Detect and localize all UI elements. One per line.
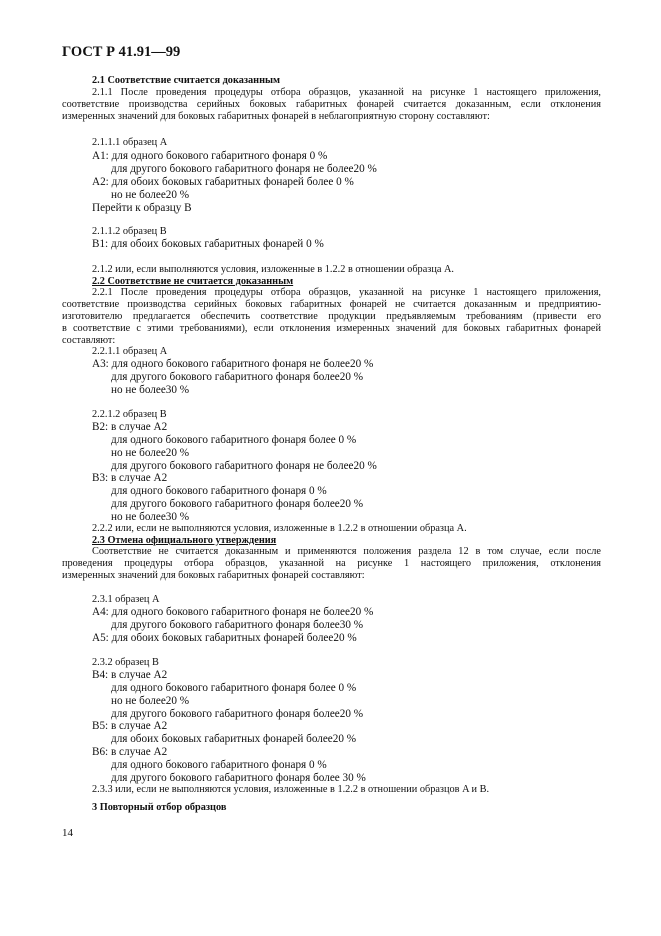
text-line-l43: B4: в случае A2 [92,669,168,681]
text-line-l53: 3 Повторный отбор образцов [92,802,227,813]
text-line-l36: проведения процедуры отбора образцов, указанной на рисунке 1 настоящего приложения, отклонения [62,558,601,569]
text-line-l26: для одного бокового габаритного фонаря более 0 % [111,434,357,446]
text-line-l25: B2: в случае A2 [92,421,168,433]
text-line-l19: составляют: [62,335,116,346]
text-line-l16: соответствие производства серийных боковых габаритных фонарей не считается доказанным и предприятию- [62,299,601,310]
text-line-l21: A3: для одного бокового габаритного фонаря не более20 % [92,358,374,370]
text-line-l27: но не более20 % [111,447,190,459]
text-line-l09: но не более20 % [111,189,190,201]
text-line-l14: 2.2 Соответствие не считается доказанным [92,276,294,287]
text-line-l07: для другого бокового габаритного фонаря не более20 % [111,163,377,175]
text-line-l37: измеренных значений для боковых габаритных фонарей составляют: [62,570,365,581]
text-line-l50: для одного бокового габаритного фонаря 0 % [111,759,327,771]
text-line-l05: 2.1.1.1 образец A [92,137,168,148]
text-line-l38: 2.3.1 образец A [92,594,160,605]
text-line-l20: 2.2.1.1 образец A [92,346,168,357]
text-line-l44: для одного бокового габаритного фонаря более 0 % [111,682,357,694]
text-line-l01: 2.1 Соответствие считается доказанным [92,75,281,86]
text-line-l52: 2.3.3 или, если не выполняются условия, изложенные в 1.2.2 в отношении образцов A и B. [92,784,490,795]
text-line-l12: B1: для обоих боковых габаритных фонарей 0 % [92,238,324,250]
text-line-l04: измеренных значений для боковых габаритных фонарей в неблагоприятную сторону составляют: [62,111,490,122]
text-line-l32: но не более30 % [111,511,190,523]
text-line-l33: 2.2.2 или, если не выполняются условия, изложенные в 1.2.2 в отношении образца A. [92,523,467,534]
text-line-l49: B6: в случае A2 [92,746,168,758]
text-line-l29: B3: в случае A2 [92,472,168,484]
text-line-l23: но не более30 % [111,384,190,396]
text-line-l18: в соответствие с этими требованиями), если отклонения измеренных значений для боковых габаритных фонарей [62,323,601,334]
text-line-l41: A5: для обоих боковых габаритных фонарей более20 % [92,632,357,644]
text-line-l11: 2.1.1.2 образец B [92,226,167,237]
text-line-l22: для другого бокового габаритного фонаря более20 % [111,371,364,383]
text-line-l31: для другого бокового габаритного фонаря более20 % [111,498,364,510]
text-line-l13: 2.1.2 или, если выполняются условия, изложенные в 1.2.2 в отношении образца A. [92,264,455,275]
document-header-id: ГОСТ Р 41.91—99 [62,44,181,60]
text-line-l42: 2.3.2 образец B [92,657,159,668]
text-line-l28: для другого бокового габаритного фонаря не более20 % [111,460,377,472]
text-line-l39: A4: для одного бокового габаритного фонаря не более20 % [92,606,374,618]
text-line-l48: для обоих боковых габаритных фонарей более20 % [111,733,357,745]
text-line-l35: Соответствие не считается доказанным и применяются положения раздела 12 в том случае, если после [92,546,601,557]
text-line-l17: изготовителю предлагается обеспечить соответствие продукции предъявляемым требованиям (привести его [62,311,601,322]
page-number: 14 [62,827,73,839]
text-line-l10: Перейти к образцу B [92,202,192,214]
text-line-l34: 2.3 Отмена официального утверждения [92,535,277,546]
text-line-l08: A2: для обоих боковых габаритных фонарей более 0 % [92,176,354,188]
text-line-l24: 2.2.1.2 образец B [92,409,167,420]
text-line-l47: B5: в случае A2 [92,720,168,732]
text-line-l30: для одного бокового габаритного фонаря 0 % [111,485,327,497]
text-line-l02: 2.1.1 После проведения процедуры отбора образцов, указанной на рисунке 1 настоящего приложения, [92,87,601,98]
text-line-l15: 2.2.1 После проведения процедуры отбора образцов, указанной на рисунке 1 настоящего приложения, [92,287,601,298]
text-line-l03: соответствие производства серийных боковых габаритных фонарей считается доказанным, если отклонения [62,99,601,110]
text-line-l51: для другого бокового габаритного фонаря более 30 % [111,772,366,784]
text-line-l06: A1: для одного бокового габаритного фонаря 0 % [92,150,328,162]
text-line-l40: для другого бокового габаритного фонаря более30 % [111,619,364,631]
text-line-l45: но не более20 % [111,695,190,707]
text-line-l46: для другого бокового габаритного фонаря более20 % [111,708,364,720]
